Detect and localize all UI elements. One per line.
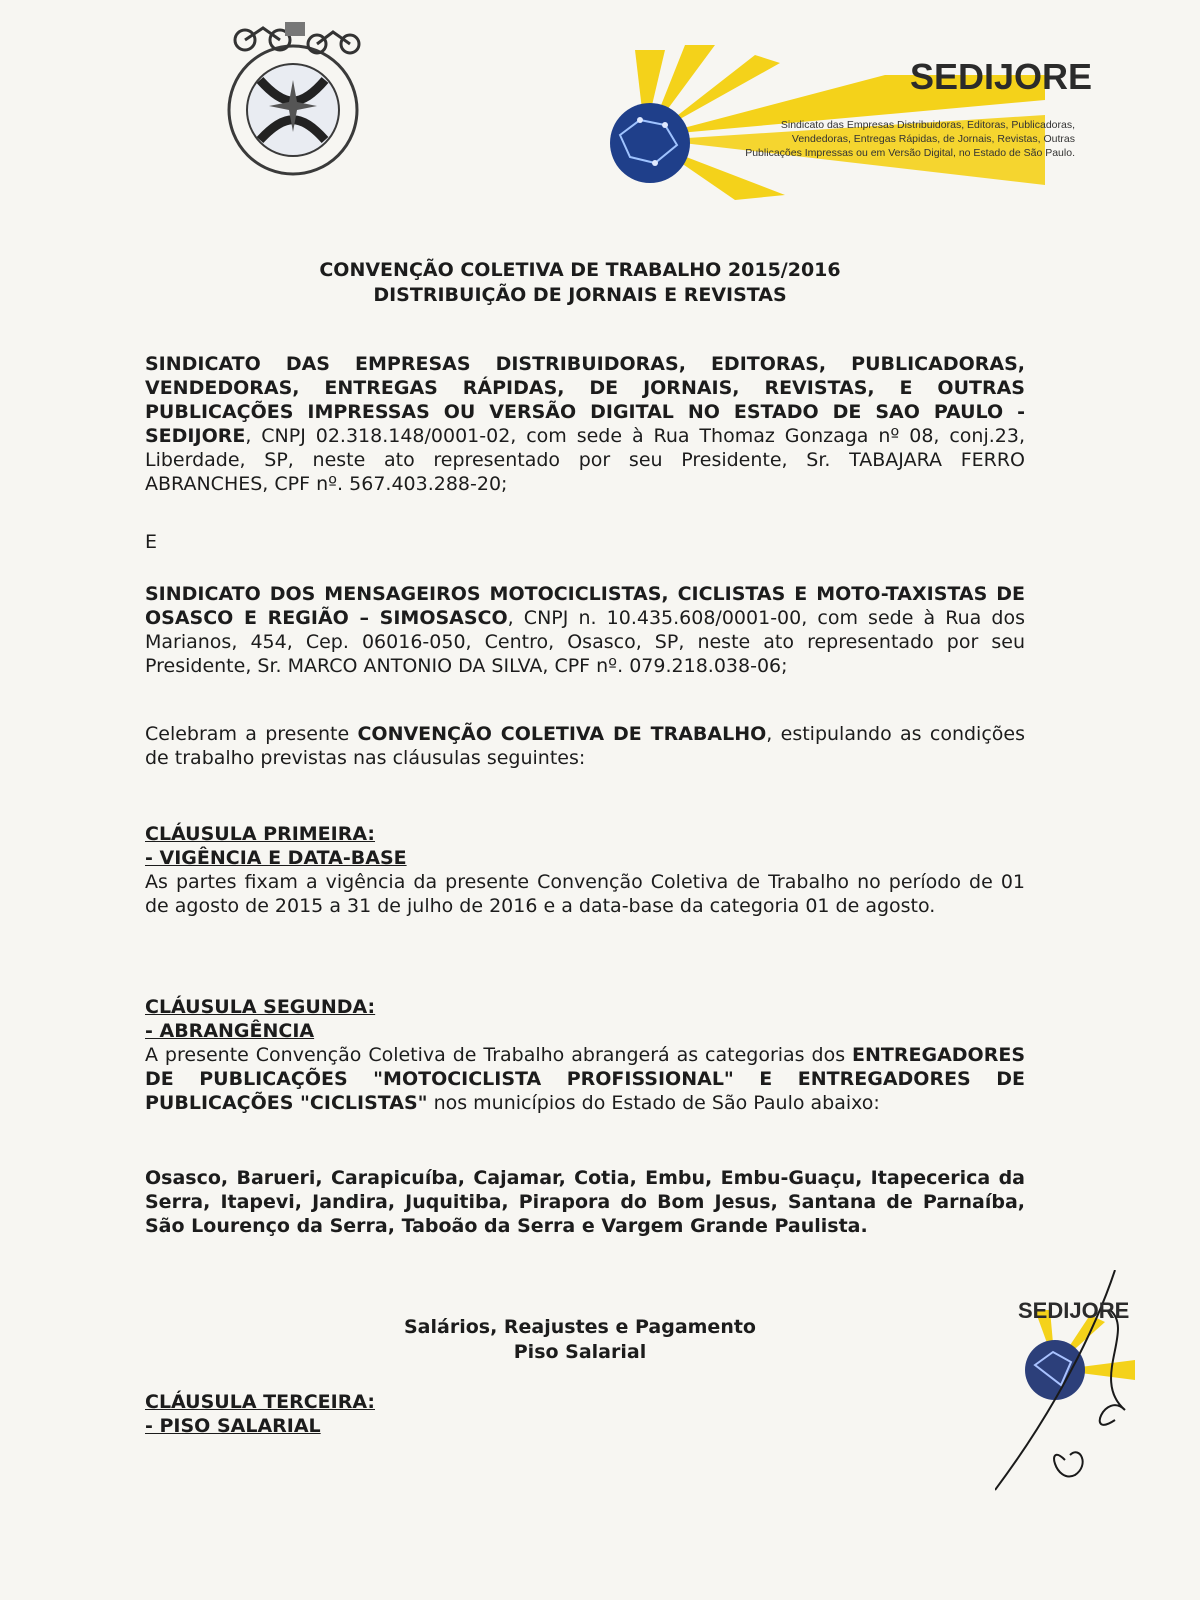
- party-one-details: , CNPJ 02.318.148/0001-02, com sede à Rua Thomaz Gonzaga nº 08, conj.23, Liberdade, SP, neste ato representado por seu Presidente, Sr. TABAJARA FERRO ABRANCHES, CPF nº. 567.403.288-20;: [145, 425, 1025, 495]
- clause-one-subheading: - VIGÊNCIA E DATA-BASE: [145, 847, 407, 869]
- section-title: Salários, Reajustes e Pagamento: [403, 1316, 756, 1338]
- conjunction: E: [145, 531, 158, 553]
- celebram-before: Celebram a presente: [145, 723, 358, 745]
- document-title: CONVENÇÃO COLETIVA DE TRABALHO 2015/2016: [319, 259, 841, 281]
- clause-three-subheading: - PISO SALARIAL: [145, 1415, 321, 1437]
- party-two-name: SINDICATO DOS MENSAGEIROS MOTOCICLISTAS, CICLISTAS E MOTO-TAXISTAS DE OSASCO E REGIÃO – SIMOSASCO: [145, 583, 1025, 629]
- clause-one-text: As partes fixam a vigência da presente Convenção Coletiva de Trabalho no período de 01 de agosto de 2015 a 31 de julho de 2016 e a data-base da categoria 01 de agosto.: [145, 871, 1025, 917]
- clause-one-heading: CLÁUSULA PRIMEIRA:: [145, 823, 376, 845]
- party-two-paragraph: [145, 582, 1025, 678]
- sedijore-logo-subtitle: Sindicato das Empresas Distribuidoras, Editoras, Publicadoras, Vendedoras, Entregas Rápidas, de Jornais, Revistas, Outras Publicações Impressas ou em Versão Digital, no Estado de São Paulo.: [745, 119, 1075, 159]
- section-subtitle: Piso Salarial: [513, 1341, 647, 1363]
- clause-three-heading: CLÁUSULA TERCEIRA:: [145, 1391, 375, 1413]
- clause-two-subheading: - ABRANGÊNCIA: [145, 1020, 315, 1042]
- party-two-details: , CNPJ n. 10.435.608/0001-00, com sede à Rua dos Marianos, 454, Cep. 06016-050, Centro, Osasco, SP, neste ato representado por seu Presidente, Sr. MARCO ANTONIO DA SILVA, CPF nº. 079.218.038-06;: [145, 607, 1025, 677]
- party-one-paragraph: [145, 352, 1025, 496]
- document-subtitle: DISTRIBUIÇÃO DE JORNAIS E REVISTAS: [373, 284, 787, 306]
- clause-two-categories: ENTREGADORES DE PUBLICAÇÕES "MOTOCICLISTA PROFISSIONAL" E ENTREGADORES DE PUBLICAÇÕES "CICLISTAS": [145, 1044, 1025, 1114]
- clause-two-text-after: nos municípios do Estado de São Paulo abaixo:: [427, 1092, 880, 1114]
- clause-two-text: [145, 1043, 1025, 1115]
- sedijore-logo-title: SEDIJORE: [910, 56, 1093, 97]
- party-one-name: SINDICATO DAS EMPRESAS DISTRIBUIDORAS, EDITORAS, PUBLICADORAS, VENDEDORAS, ENTREGAS RÁPIDAS, DE JORNAIS, REVISTAS, E OUTRAS PUBLICAÇÕES IMPRESSAS OU VERSÃO DIGITAL NO ESTADO DE SAO PAULO - SEDIJORE: [145, 353, 1025, 447]
- celebram-after: , estipulando as condições de trabalho previstas nas cláusulas seguintes:: [145, 723, 1025, 769]
- clause-two-heading: CLÁUSULA SEGUNDA:: [145, 996, 376, 1018]
- celebram-bold: CONVENÇÃO COLETIVA DE TRABALHO: [357, 723, 767, 745]
- clause-two-cities: Osasco, Barueri, Carapicuíba, Cajamar, Cotia, Embu, Embu-Guaçu, Itapecerica da Serra, Itapevi, Jandira, Juquitiba, Pirapora do Bom Jesus, Santana de Parnaíba, São Lourenço da Serra, Taboão da Serra e Vargem Grande Paulista.: [145, 1167, 1025, 1237]
- stamp-title: SEDIJORE: [1018, 1298, 1130, 1323]
- clause-two-text-before: A presente Convenção Coletiva de Trabalho abrangerá as categorias dos: [145, 1044, 853, 1066]
- simosasco-logo: [205, 18, 380, 178]
- celebram-paragraph: [145, 722, 1025, 770]
